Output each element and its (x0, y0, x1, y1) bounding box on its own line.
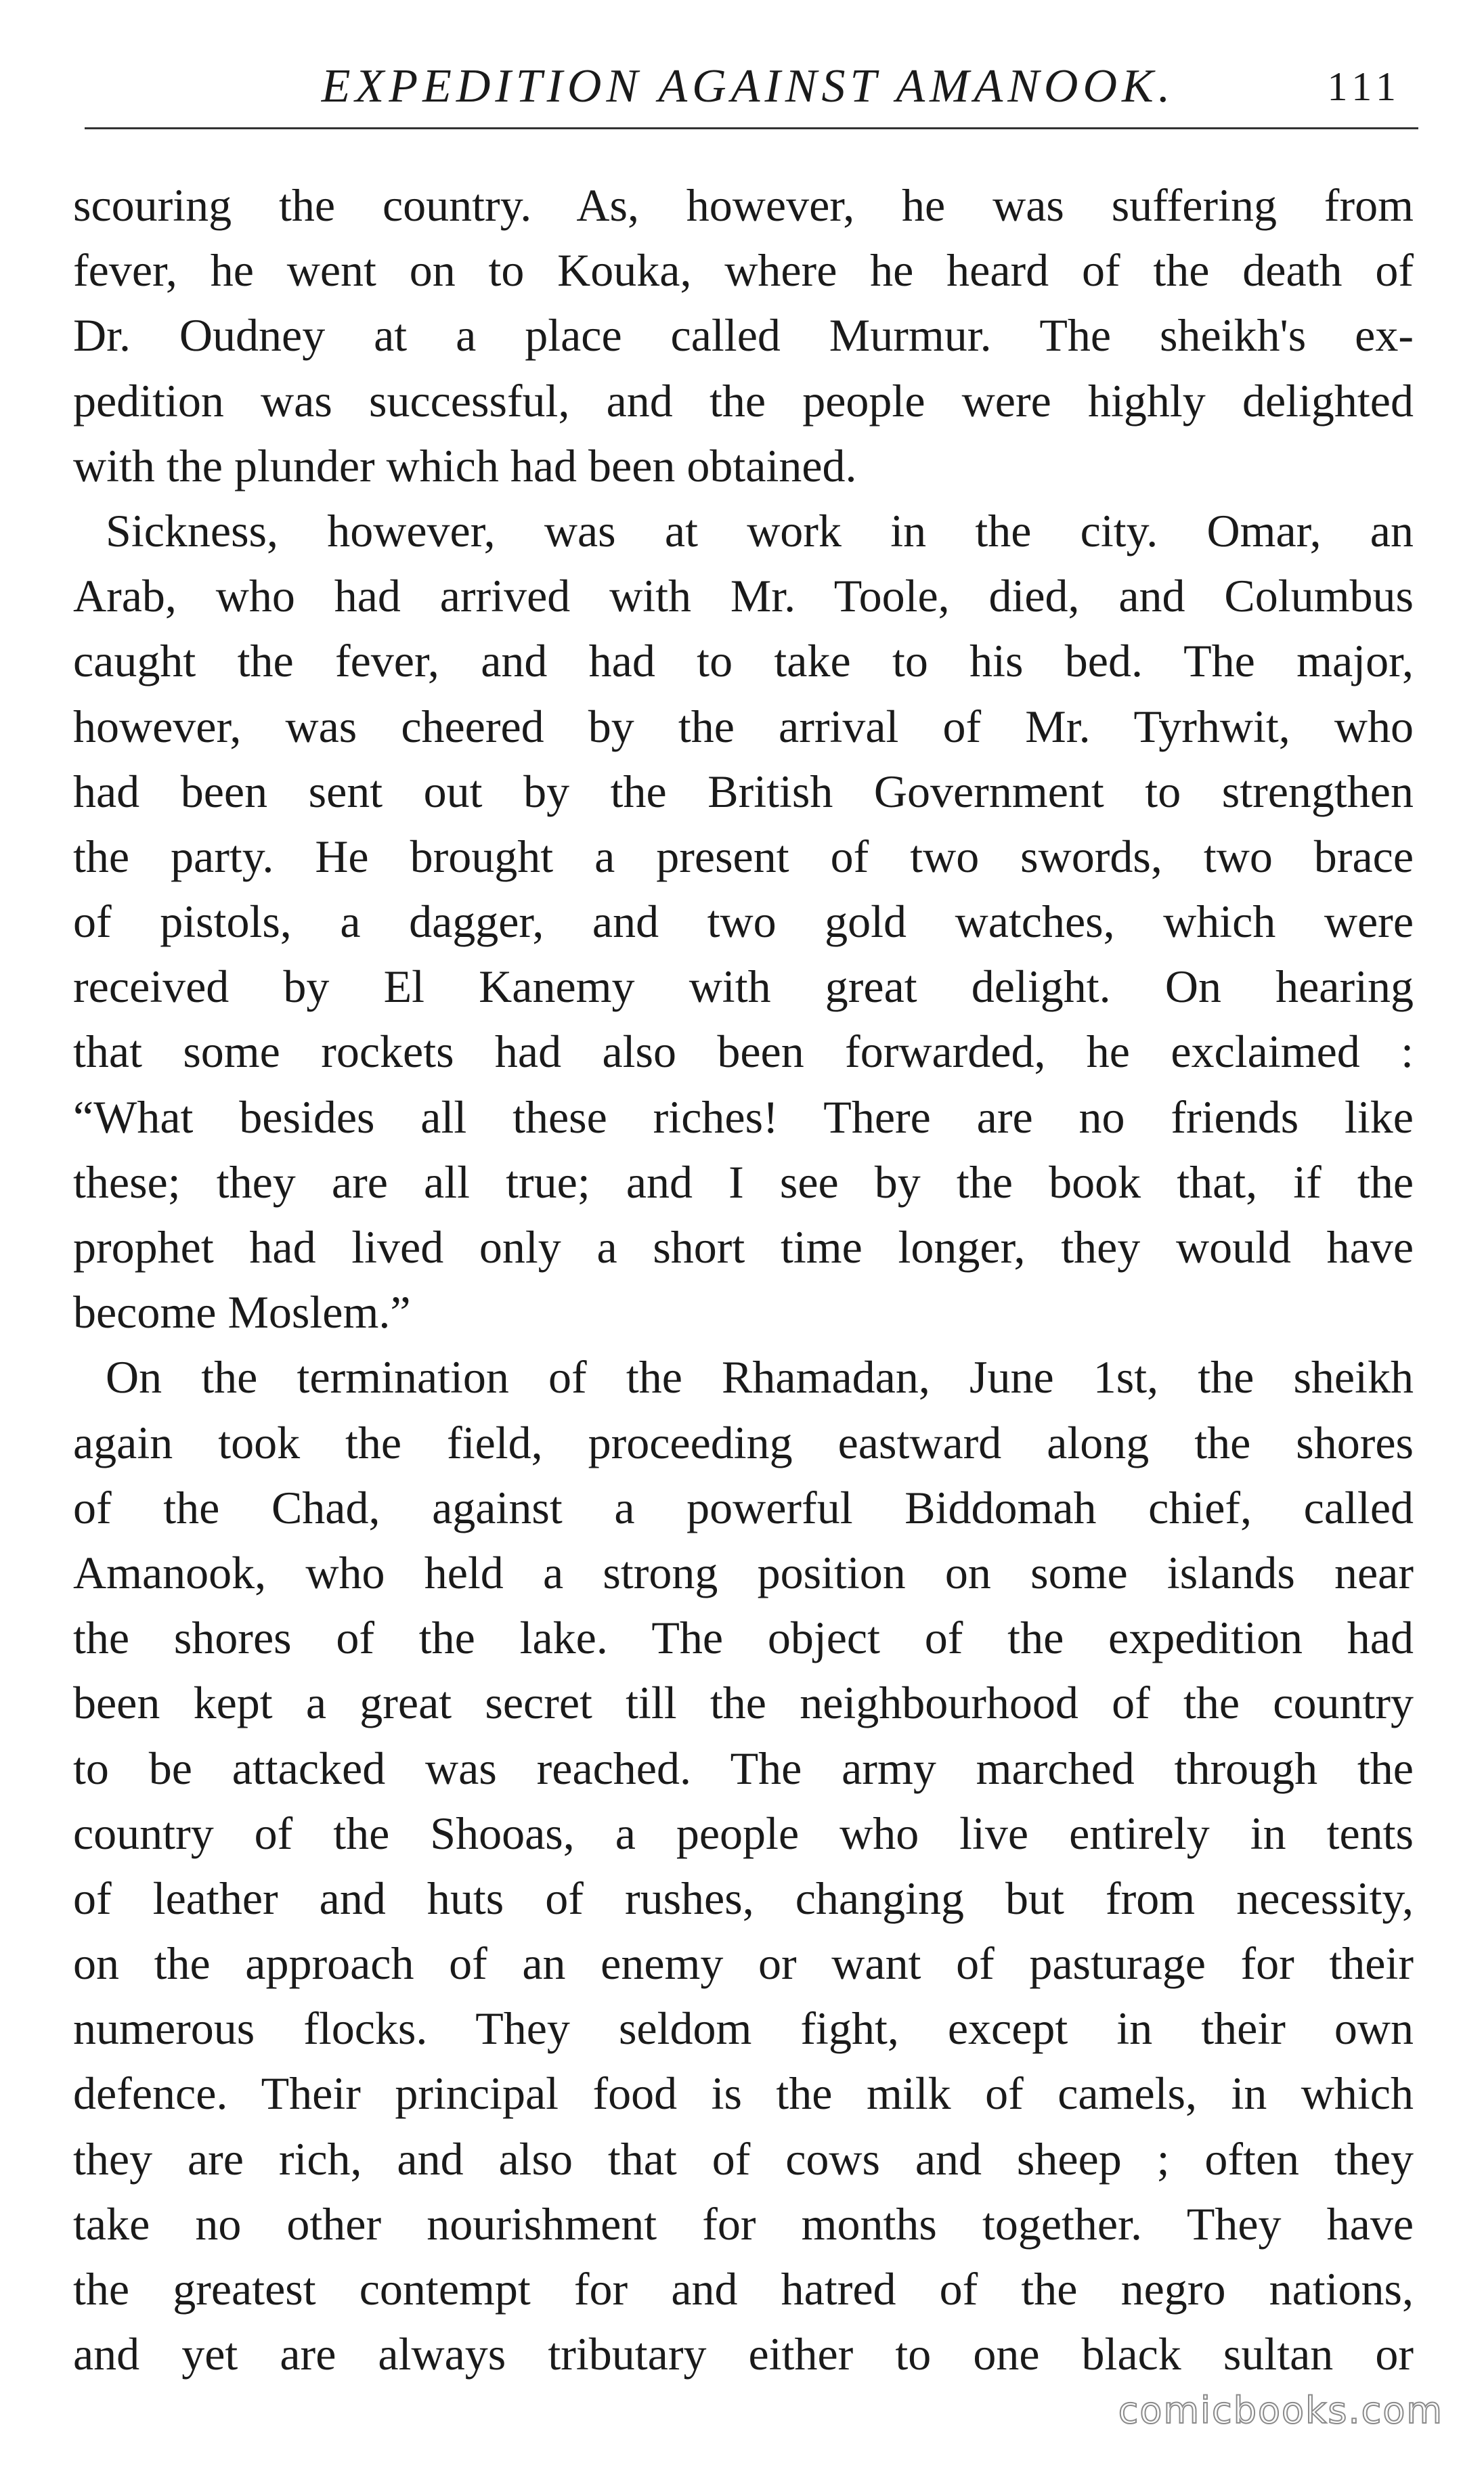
text-line: and yet are always tributary either to one black sultan or (73, 2328, 1414, 2380)
text-line: had been sent out by the British Government to strengthen (73, 765, 1414, 817)
text-line: pedition was successful, and the people were highly delighted (73, 374, 1414, 427)
text-line: again took the field, proceeding eastward along the shores (73, 1416, 1414, 1468)
watermark: comicbooks.com (1118, 2389, 1443, 2432)
text-line: the shores of the lake. The object of the expedition had (73, 1612, 1414, 1664)
text-line: that some rockets had also been forwarded, he exclaimed : (73, 1026, 1414, 1078)
text-line: the party. He brought a present of two swords, two brace (73, 830, 1414, 882)
text-line: caught the fever, and had to take to his bed. The major, (73, 635, 1414, 687)
text-line: defence. Their principal food is the milk of camels, in which (73, 2068, 1414, 2120)
page-number: 111 (1327, 64, 1401, 109)
text-line: fever, he went on to Kouka, where he heard of the death of (73, 244, 1414, 297)
paragraph-first-line: Sickness, however, was at work in the city. Omar, an (106, 504, 1414, 556)
text-line: they are rich, and also that of cows and sheep ; often they (73, 2133, 1414, 2185)
running-title: EXPEDITION AGAINST AMANOOK. (321, 60, 1175, 112)
text-line: “What besides all these riches! There are no friends like (73, 1091, 1414, 1143)
text-line: of leather and huts of rushes, changing but from necessity, (73, 1872, 1414, 1924)
text-line: these; they are all true; and I see by the book that, if the (73, 1156, 1414, 1208)
header-rule (85, 127, 1418, 129)
paragraph-first-line: On the termination of the Rhamadan, June 1st, the sheikh (106, 1351, 1414, 1403)
text-line: country of the Shooas, a people who live entirely in tents (73, 1807, 1414, 1859)
text-line: Arab, who had arrived with Mr. Toole, died, and Columbus (73, 570, 1414, 622)
text-line: been kept a great secret till the neighbourhood of the country (73, 1677, 1414, 1729)
text-line: with the plunder which had been obtained. (73, 439, 857, 491)
running-head (74, 60, 1415, 114)
text-line: to be attacked was reached. The army marched through the (73, 1742, 1414, 1794)
text-line: however, was cheered by the arrival of Mr. Tyrhwit, who (73, 700, 1414, 752)
text-line: Amanook, who held a strong position on some islands near (73, 1546, 1414, 1598)
text-line: scouring the country. As, however, he was suffering from (73, 179, 1414, 231)
text-line: the greatest contempt for and hatred of the negro nations, (73, 2263, 1414, 2315)
text-line: numerous flocks. They seldom fight, except in their own (73, 2003, 1414, 2055)
text-line: of pistols, a dagger, and two gold watches, which were (73, 896, 1414, 948)
text-line: of the Chad, against a powerful Biddomah chief, called (73, 1481, 1414, 1533)
text-line: received by El Kanemy with great delight. On hearing (73, 961, 1414, 1013)
text-line: take no other nourishment for months together. They have (73, 2197, 1414, 2250)
text-line: on the approach of an enemy or want of pasturage for their (73, 1938, 1414, 1990)
text-line: prophet had lived only a short time longer, they would have (73, 1221, 1414, 1273)
text-line: become Moslem.” (73, 1286, 411, 1338)
body-text (73, 173, 1414, 2386)
text-line: Dr. Oudney at a place called Murmur. The sheikh's ex- (73, 309, 1414, 362)
